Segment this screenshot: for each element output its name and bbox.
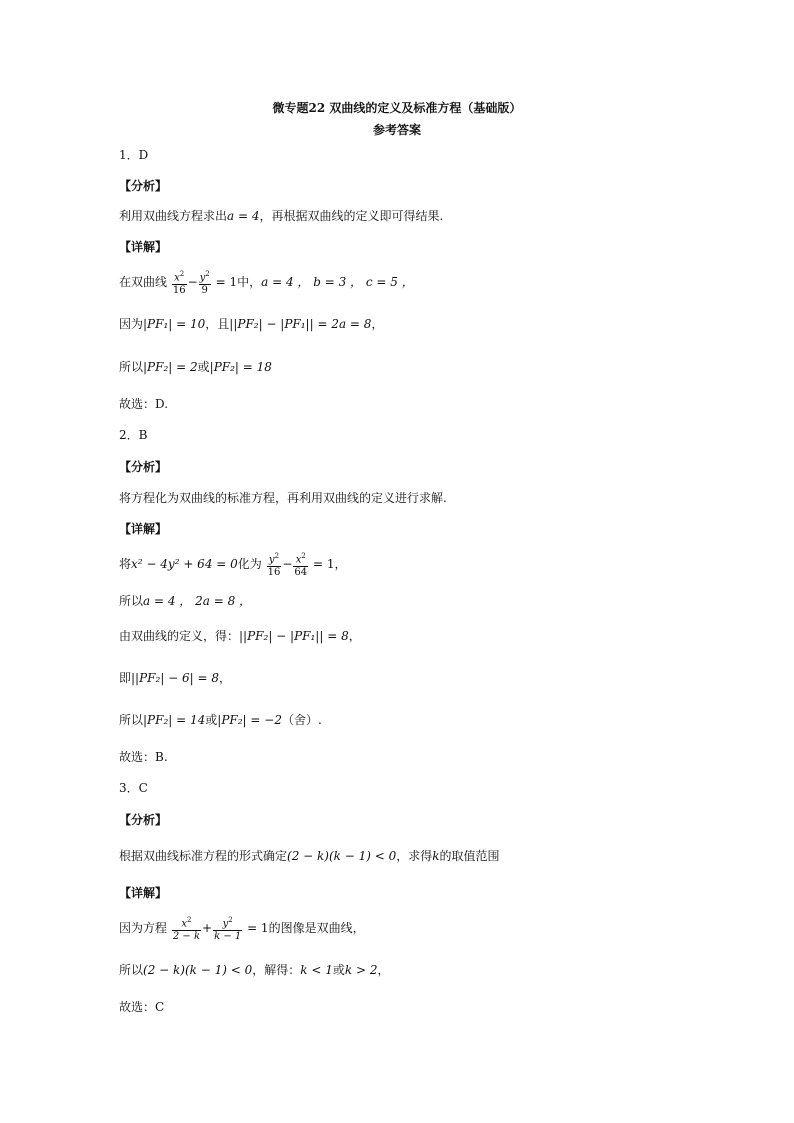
q1-analysis-label: 【分析】 [119, 179, 168, 193]
q2-detail-line4: 即||PF₂| − 6| = 8， [119, 671, 232, 685]
q1-detail-line2: 因为|PF₁| = 10，且||PF₂| − |PF₁|| = 2a = 8， [119, 317, 384, 331]
q2-detail-label: 【详解】 [119, 522, 168, 536]
q2-detail-line1: 将x² − 4y² + 64 = 0化为 $\frac{y^2}{16}$ − $\frac{x^2}{64}$ = 1， [119, 552, 347, 579]
page-subtitle: 参考答案 [372, 123, 421, 137]
q2-detail-line2: 所以a = 4 ， 2a = 8 ， [119, 594, 252, 608]
q3-detail-line1: 因为方程 $\frac{x^2}{2 - k}$ + $\frac{y^2}{k - 1}$ = 1的图像是双曲线， [119, 916, 365, 943]
q1-conclusion: 故选：D. [119, 397, 169, 411]
q3-conclusion: 故选：C [119, 1000, 165, 1014]
q1-analysis-text: 利用双曲线方程求出a = 4，再根据双曲线的定义即可得结果. [119, 209, 444, 223]
q1-answer: 1．D [119, 148, 149, 162]
fraction-y2-over-16: $\frac{y^2}{16}$ [267, 552, 281, 579]
q2-analysis-label: 【分析】 [119, 460, 168, 474]
q2-analysis-text: 将方程化为双曲线的标准方程，再利用双曲线的定义进行求解. [119, 491, 447, 505]
q1-detail-line1: 在双曲线 $\frac{x^2}{16}$ − $\frac{y^2}{9}$ = 1中，a = 4 ， b = 3 ， c = 5 ， [119, 270, 414, 297]
q2-detail-line3: 由双曲线的定义，得：||PF₂| − |PF₁|| = 8， [119, 629, 361, 643]
q3-analysis-text: 根据双曲线标准方程的形式确定(2 − k)(k − 1) < 0，求得k的取值范围 [119, 849, 500, 863]
fraction-x2-over-64: $\frac{x^2}{64}$ [294, 552, 308, 579]
fraction-y2-over-9: $\frac{y^2}{9}$ [199, 270, 210, 297]
q2-conclusion: 故选：B. [119, 750, 168, 764]
fraction-x2-over-2-minus-k: $\frac{x^2}{2 - k}$ [172, 916, 201, 943]
fraction-y2-over-k-minus-1: $\frac{y^2}{k - 1}$ [214, 916, 242, 943]
q3-detail-label: 【详解】 [119, 886, 168, 900]
q1-detail-line3: 所以|PF₂| = 2或|PF₂| = 18 [119, 360, 272, 374]
q3-analysis-label: 【分析】 [119, 813, 168, 827]
q3-answer: 3．C [119, 781, 148, 795]
q2-answer: 2．B [119, 428, 148, 442]
q1-detail-label: 【详解】 [119, 240, 168, 254]
page-title: 微专题22 双曲线的定义及标准方程（基础版） [272, 101, 522, 115]
fraction-x2-over-16: $\frac{x^2}{16}$ [172, 270, 186, 297]
q3-detail-line2: 所以(2 − k)(k − 1) < 0，解得：k < 1或k > 2， [119, 963, 390, 977]
q2-detail-line5: 所以|PF₂| = 14或|PF₂| = −2（舍）. [119, 713, 322, 727]
